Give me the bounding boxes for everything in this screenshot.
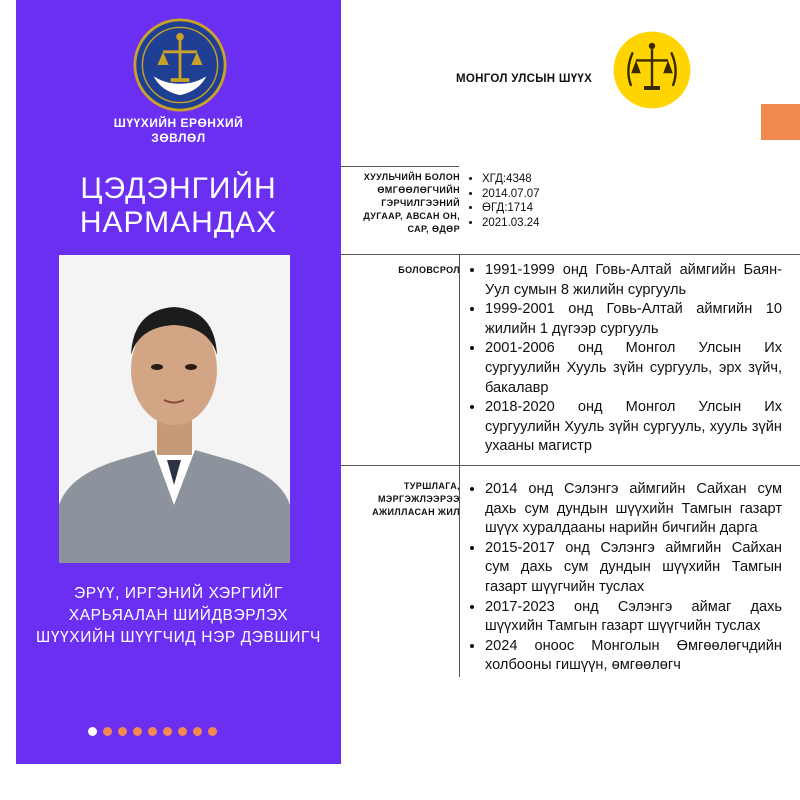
list-item: • 2021.03.24: [482, 216, 642, 231]
list-item: • 2018-2020 онд Монгол Улсын Их сургуулийн Хууль зүйн сургууль, хууль зүйн ухааны магистр: [485, 398, 782, 457]
divider: [459, 254, 460, 465]
license-label: ХУУЛЬЧИЙН БОЛОН ӨМГӨӨЛӨГЧИЙН ГЭРЧИЛГЭЭНИЙ ДУГААР, АВСАН ОН, САР, ӨДӨР: [363, 172, 460, 234]
education-list: [467, 261, 782, 457]
page-dot[interactable]: [193, 727, 202, 736]
page-dot[interactable]: [148, 727, 157, 736]
experience-label: ТУРШЛАГА, МЭРГЭЖЛЭЭРЭЭ АЖИЛЛАСАН ЖИЛ: [372, 481, 460, 517]
page-dot[interactable]: [133, 727, 142, 736]
list-item: • 2001-2006 онд Монгол Улсын Их сургуулийн Хууль зүйн сургууль, эрх зүйч, бакалавр: [485, 339, 782, 398]
education-label: БОЛОВСРОЛ: [398, 265, 460, 275]
license-list: [464, 172, 642, 230]
judicial-council-emblem-icon: [133, 18, 227, 112]
candidate-photo: [59, 255, 290, 563]
accent-square: [761, 104, 800, 140]
council-name: ШҮҮХИЙН ЕРӨНХИЙ ЗӨВЛӨЛ: [113, 116, 244, 145]
page-dot[interactable]: [208, 727, 217, 736]
list-item: • 2017-2023 онд Сэлэнгэ аймаг дахь шүүхийн Тамгын газарт шүүгчийн туслах: [485, 598, 782, 637]
divider: [341, 166, 459, 167]
page-dot[interactable]: [178, 727, 187, 736]
experience-list: [467, 480, 782, 676]
carousel-pagination: [88, 727, 217, 737]
list-item: • 2014 онд Сэлэнгэ аймгийн Сайхан сум дахь сум дундын шүүхийн Тамгын газарт шүүх хуралдааны нарийн бичгийн дарга: [485, 480, 782, 539]
court-title: МОНГОЛ УЛСЫН ШҮҮХ: [456, 73, 593, 85]
page-dot[interactable]: [103, 727, 112, 736]
page-dot[interactable]: [163, 727, 172, 736]
list-item: • 2014.07.07: [482, 187, 642, 202]
divider: [341, 254, 800, 255]
list-item: • 1999-2001 онд Говь-Алтай аймгийн 10 жилийн 1 дүгээр сургууль: [485, 300, 782, 339]
list-item: • 1991-1999 онд Говь-Алтай аймгийн Баян-Уул сумын 8 жилийн сургууль: [485, 261, 782, 300]
page-dot-active[interactable]: [88, 727, 97, 736]
list-item: • ӨГД:1714: [482, 201, 642, 216]
court-emblem-icon: [612, 30, 692, 110]
list-item: • 2024 оноос Монголын Өмгөөлөгчдийн холбооны гишүүн, өмгөөлөгч: [485, 637, 782, 676]
list-item: • ХГД:4348: [482, 172, 642, 187]
nomination-text: ЭРҮҮ, ИРГЭНИЙ ХЭРГИЙГ ХАРЬЯАЛАН ШИЙДВЭРЛЭХ ШҮҮХИЙН ШҮҮГЧИД НЭР ДЭВШИГЧ: [36, 585, 321, 646]
candidate-name: ЦЭДЭНГИЙН НАРМАНДАХ: [79, 172, 278, 239]
divider: [341, 465, 800, 466]
page-dot[interactable]: [118, 727, 127, 736]
list-item: • 2015-2017 онд Сэлэнгэ аймгийн Сайхан сум дахь сум дундын шүүхийн Тамгын газарт шүүгчийн туслах: [485, 539, 782, 598]
